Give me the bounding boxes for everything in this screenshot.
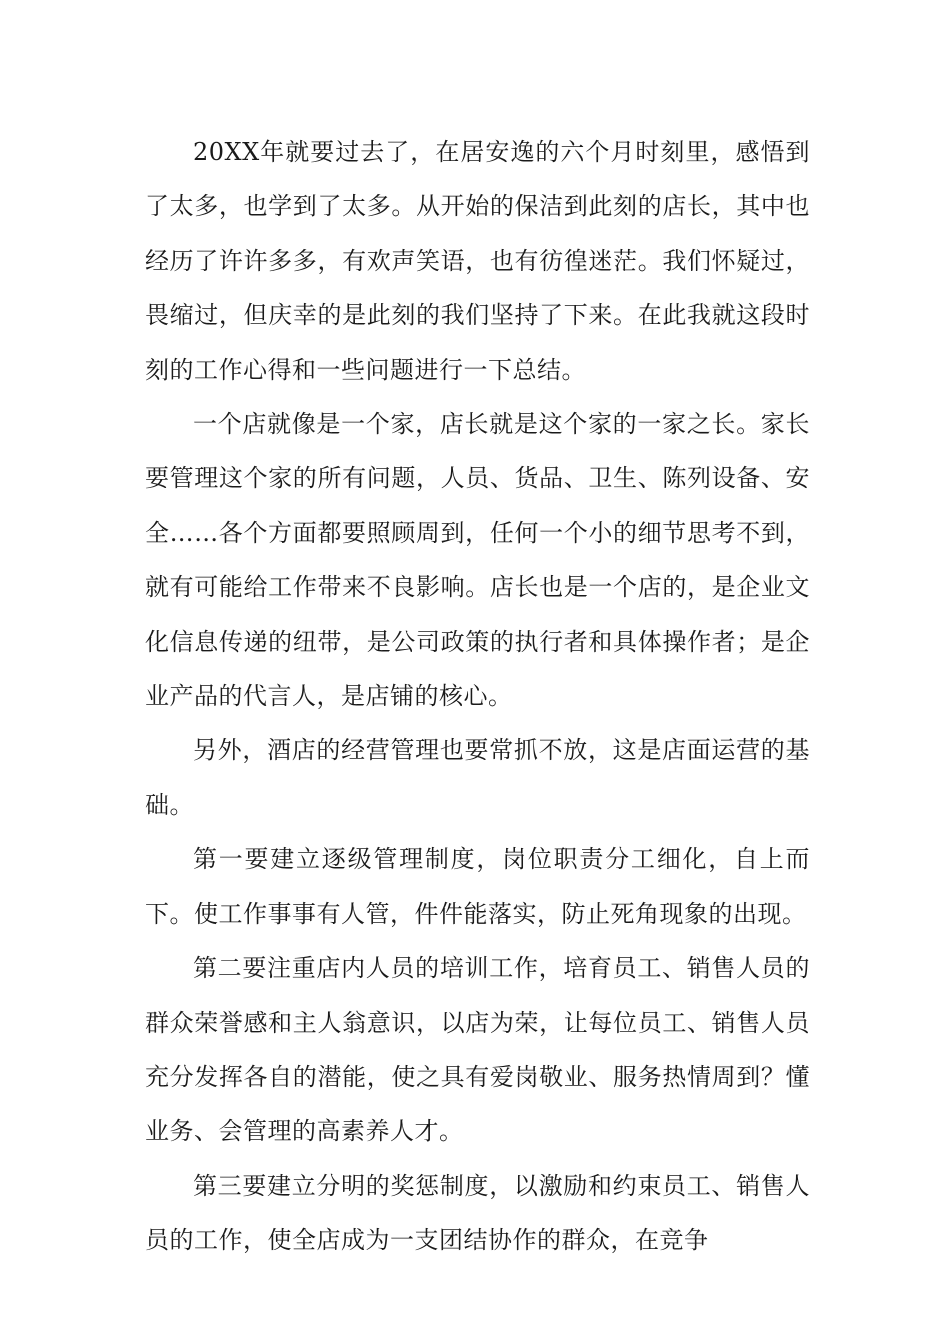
paragraph-point-two: 第二要注重店内人员的培训工作，培育员工、销售人员的群众荣誉感和主人翁意识，以店为荣，让每位员工、销售人员充分发挥各自的潜能，使之具有爱岗敬业、服务热情周到？懂业务、会管理的高素养人才。 [145, 954, 810, 1146]
document-body [145, 125, 810, 1268]
paragraph-point-one: 第一要建立逐级管理制度，岗位职责分工细化，自上而下。使工作事事有人管，件件能落实，防止死角现象的出现。 [145, 845, 810, 928]
paragraph-intro: 20XX年就要过去了，在居安逸的六个月时刻里，感悟到了太多，也学到了太多。从开始的保洁到此刻的店长，其中也经历了许许多多，有欢声笑语，也有彷徨迷茫。我们怀疑过，畏缩过，但庆幸的是此刻的我们坚持了下来。在此我就这段时刻的工作心得和一些问题进行一下总结。 [145, 138, 810, 384]
paragraph-management-basis: 另外，酒店的经营管理也要常抓不放，这是店面运营的基础。 [145, 736, 810, 819]
paragraph-store-manager-role: 一个店就像是一个家，店长就是这个家的一家之长。家长要管理这个家的所有问题，人员、货品、卫生、陈列设备、安全……各个方面都要照顾周到，任何一个小的细节思考不到，就有可能给工作带来不良影响。店长也是一个店的，是企业文化信息传递的纽带，是公司政策的执行者和具体操作者；是企业产品的代言人，是店铺的核心。 [145, 410, 810, 711]
paragraph-point-three: 第三要建立分明的奖惩制度，以激励和约束员工、销售人员的工作，使全店成为一支团结协作的群众，在竞争 [145, 1171, 810, 1255]
